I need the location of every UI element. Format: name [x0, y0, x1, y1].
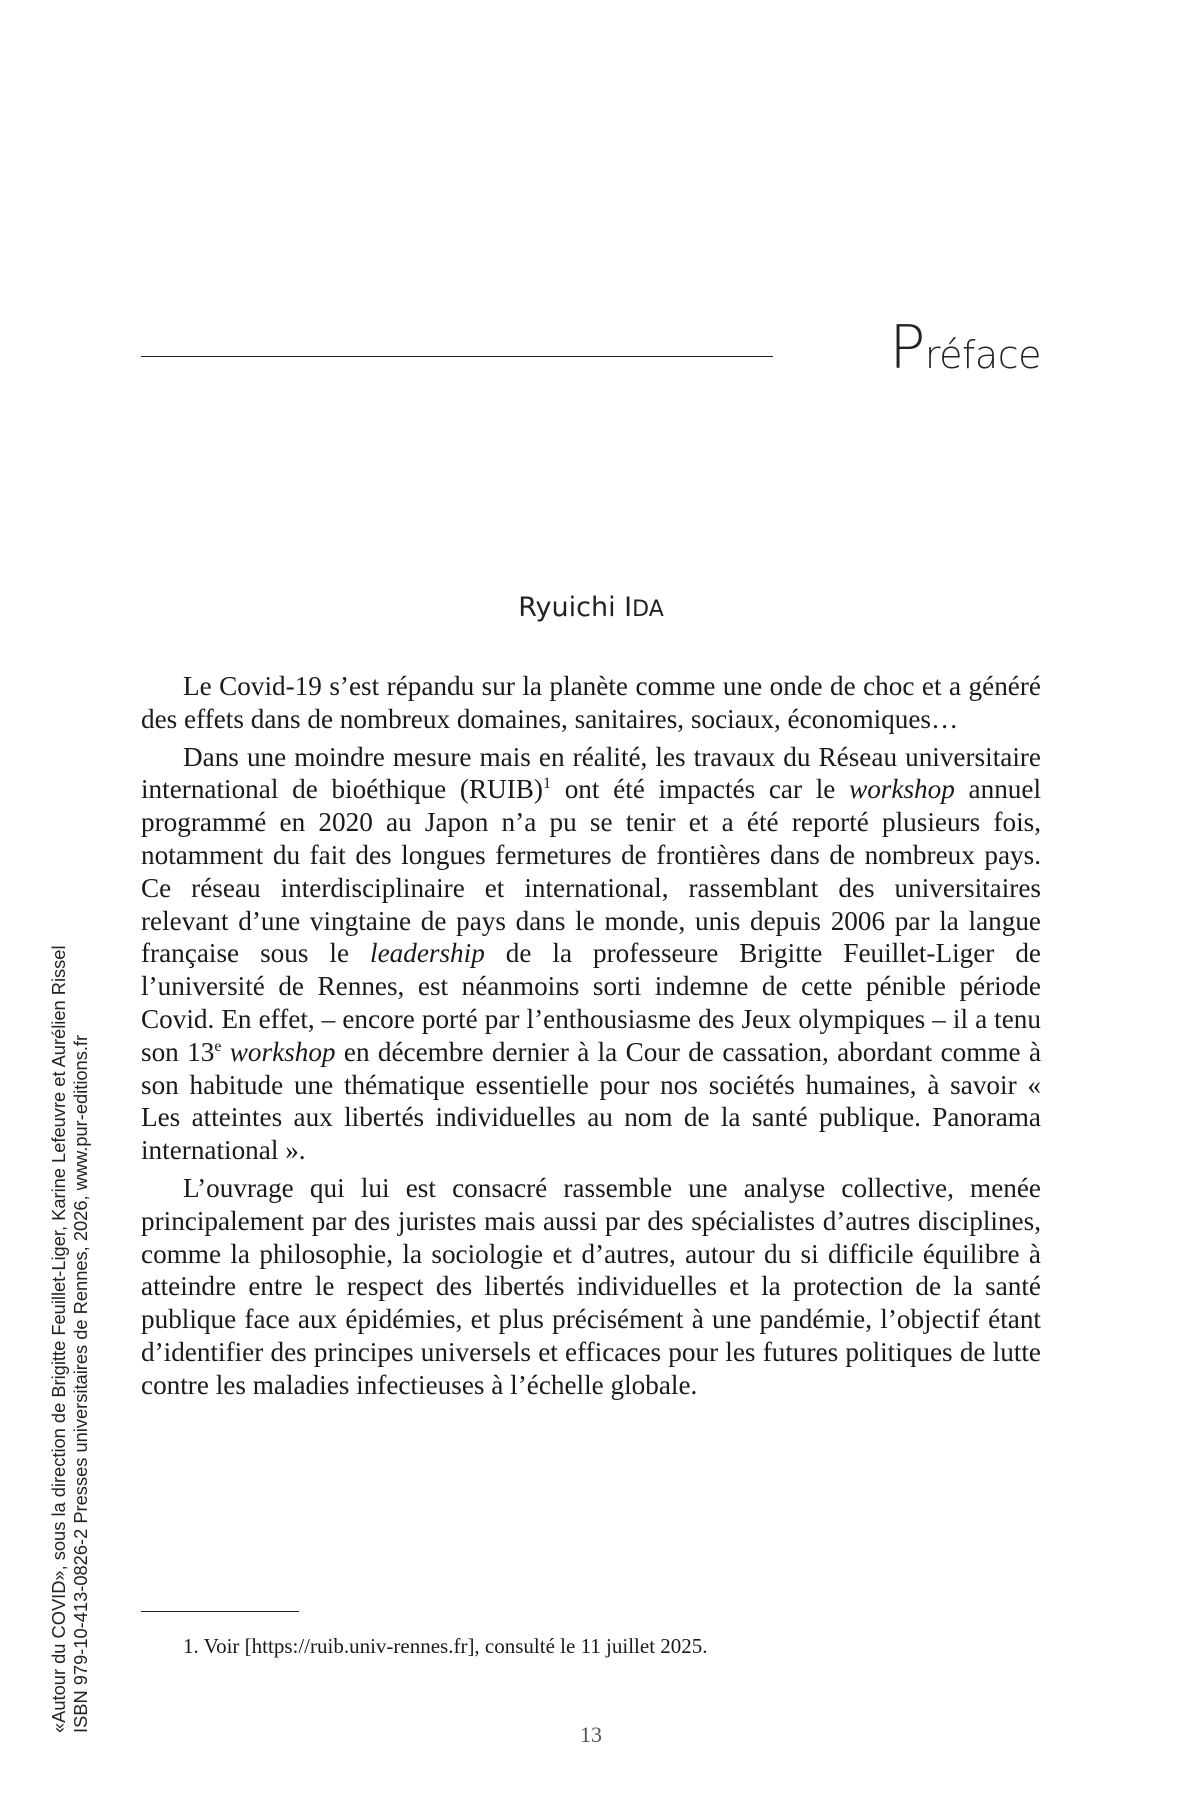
paragraph-text: ont été impactés car le — [551, 774, 850, 805]
paragraph-text: en décembre dernier à la Cour de cassation, abordant comme à son habitude une thématique essentielle pour nos sociétés humaines, à savoir « Les atteintes aux libertés individuelles au nom de la santé publique. Panorama international ». — [141, 1036, 1042, 1166]
footnote-separator — [141, 1611, 299, 1612]
side-watermark — [48, 945, 92, 1733]
footnote-reference[interactable]: 1 — [543, 775, 551, 793]
paragraph: Le Covid-19 s’est répandu sur la planète comme une onde de choc et a généré des effets dans de nombreux domaines, sanitaires, sociaux, économiques… — [141, 671, 1041, 734]
paragraph-text: Dans une moindre mesure mais en réalité, les travaux du Réseau universitaire international de bioéthique (RUIB) — [141, 741, 1041, 805]
paragraph: L’ouvrage qui lui est consacré rassemble une analyse collective, menée principalement par des juristes mais aussi par des spécialistes d’autres disciplines, comme la philosophie, la sociologie et d’autres, autour du si difficile équilibre à atteindre entre le respect des libertés individuelles et la protection de la santé publique face aux épidémies, et plus précisément à une pandémie, l’objectif étant d’identifier des principes universels et efficaces pour les futures politiques de lutte contre les maladies infectieuses à l’échelle globale. — [141, 1172, 1041, 1400]
italic-term: workshop — [229, 1036, 336, 1067]
chapter-title-initial: P — [889, 313, 925, 383]
author-first-name: Ryuichi — [518, 592, 616, 623]
chapter-author — [141, 592, 1041, 623]
paragraph-text: de la professeure Brigitte Feuillet-Liger de l’université de Rennes, est néanmoins sorti indemne de cette pénible période Covid. En effet, – encore porté par l’enthousiasme des Jeux olympiques – il a tenu son 13 — [141, 938, 1041, 1067]
author-last-name-initial: I — [624, 592, 633, 623]
footnote: 1. Voir [https://ruib.univ-rennes.fr], consulté le 11 juillet 2025. — [183, 1634, 708, 1658]
ordinal-suffix: e — [214, 1037, 222, 1055]
italic-term: leadership — [370, 938, 485, 969]
watermark-line: ISBN 979-10-413-0826-2 Presses universitaires de Rennes, 2026, www.pur-editions.fr — [70, 1034, 91, 1733]
watermark-line: «Autour du COVID», sous la direction de Brigitte Feuillet-Liger, Karine Lefeuvre et Aurélien Rissel — [48, 945, 69, 1733]
italic-term: workshop — [849, 774, 955, 805]
paragraph-text: annuel programmé en 2020 au Japon n’a pu se tenir et a été reporté plusieurs fois, notamment du fait des longues fermetures de frontières dans de nombreux pays. Ce réseau interdisciplinaire et international, rassemblant des universitaires relevant d’une vingtaine de pays dans le monde, unis depuis 2006 par la langue française sous le — [141, 774, 1041, 969]
page-number: 13 — [580, 1722, 602, 1747]
author-last-name-rest: DA — [632, 597, 664, 622]
chapter-header-rule — [141, 356, 773, 357]
paragraph — [141, 741, 1041, 1167]
chapter-title-rest: réface — [924, 333, 1041, 377]
body-text — [141, 670, 1041, 1407]
paragraph-text — [221, 1037, 229, 1067]
chapter-title — [889, 313, 1041, 383]
